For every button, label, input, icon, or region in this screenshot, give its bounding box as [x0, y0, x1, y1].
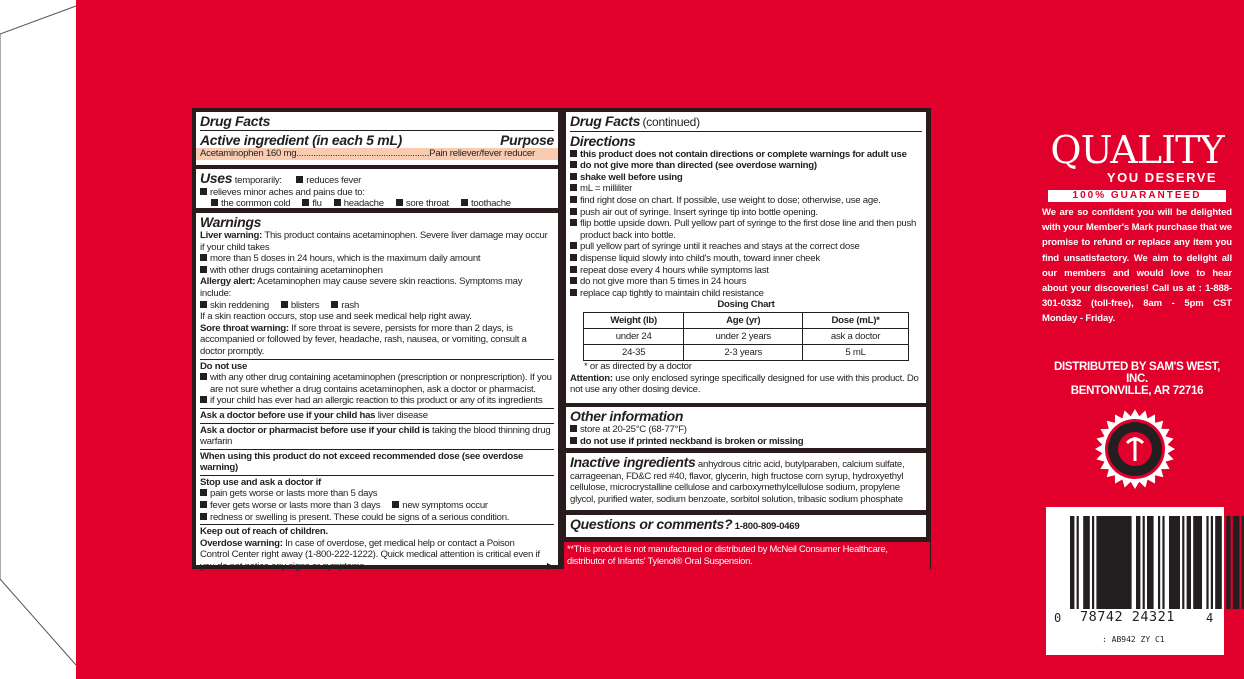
barcode-bar — [1083, 516, 1090, 609]
keep-out: Keep out of reach of children. — [200, 526, 328, 538]
box-flap — [0, 0, 78, 679]
active-ingredient-box — [196, 112, 558, 165]
quality-guarantee — [1042, 130, 1232, 397]
stop-item: pain gets worse or lasts more than 5 days — [210, 488, 378, 500]
use-sub: toothache — [470, 198, 511, 210]
chart-cell: under 24 — [584, 328, 684, 344]
questions-phone: 1-800-809-0469 — [734, 521, 800, 532]
barcode-number: 78742 24321 — [1080, 609, 1175, 625]
dosing-chart — [583, 312, 909, 361]
barcode-bar — [1215, 516, 1222, 609]
active-heading: Active ingredient (in each 5 mL) — [200, 132, 402, 148]
barcode-bar — [1092, 516, 1094, 609]
continued-title: Drug Facts — [570, 113, 641, 129]
direction-text: find right dose on chart. If possible, use weight to dose; otherwise, use age. — [580, 194, 881, 206]
other-item: do not use if printed neckband is broken or missing — [580, 435, 804, 447]
barcode-bar — [1211, 516, 1213, 609]
barcode-bar — [1158, 516, 1160, 609]
guaranteed-banner: 100% GUARANTEED — [1048, 190, 1226, 202]
allergy-item: skin reddening — [210, 299, 269, 311]
ask-text: liver disease — [377, 409, 428, 421]
barcode-code: : AB942 ZY C1 — [1102, 635, 1165, 644]
direction-item — [570, 207, 922, 219]
barcode-bar — [1169, 516, 1180, 609]
you-deserve: YOU DESERVE — [1106, 170, 1218, 185]
direction-item — [570, 253, 922, 265]
barcode-bar — [1136, 516, 1140, 609]
liver-text: This product contains acetaminophen. Severe liver damage may occur if your child takes — [200, 230, 548, 253]
chart-cell: 5 mL — [803, 344, 909, 360]
chart-header: Dose (mL)* — [803, 312, 909, 328]
distributor: DISTRIBUTED BY SAM'S WEST, INC. — [1054, 360, 1220, 385]
quality-logo: QUALITY — [1050, 128, 1224, 172]
use-sub: headache — [343, 198, 384, 210]
direction-item — [570, 172, 922, 184]
attention-text: use only enclosed syringe specifically designed for use with this product. Do not use any other dosing device. — [570, 372, 919, 396]
barcode-area — [1046, 507, 1224, 655]
stop-item: fever gets worse or lasts more than 3 days — [210, 500, 381, 512]
purpose-heading: Purpose — [500, 132, 554, 148]
sore-text: If sore throat is severe, persists for more than 2 days, is accompanied or followed by fever, headache, rash, nausea, or vomiting, consult a doctor promptly. — [200, 322, 527, 357]
allergy-text: Acetaminophen may cause severe skin reactions. Symptoms may include: — [200, 276, 523, 299]
barcode-bar — [1242, 516, 1244, 609]
direction-item — [570, 160, 922, 172]
laboratory-tested-seal — [1094, 408, 1176, 490]
questions-box — [566, 515, 926, 537]
distributor-city: BENTONVILLE, AR 72716 — [1070, 384, 1204, 397]
askph-label: Ask a doctor or pharmacist before use if your child is — [200, 424, 430, 436]
barcode-bar — [1206, 516, 1208, 609]
allergy-item: blisters — [290, 299, 320, 311]
direction-text: pull yellow part of syringe until it reaches and stays at the correct dose — [580, 241, 860, 253]
direction-text: do not give more than directed (see overdose warning) — [580, 160, 817, 172]
barcode-bar — [1187, 516, 1191, 609]
overdose-label: Overdose warning: — [200, 537, 283, 549]
direction-item — [570, 288, 922, 300]
barcode-bar — [1162, 516, 1164, 609]
chart-cell: 24-35 — [584, 344, 684, 360]
chart-row — [584, 344, 909, 360]
use-item: relieves minor aches and pains due to: — [210, 186, 365, 198]
direction-text: replace cap tightly to maintain child resistance — [580, 287, 764, 299]
barcode-bar — [1182, 516, 1184, 609]
other-info-box — [566, 407, 926, 448]
overdose-text: In case of overdose, get medical help or contact a Poison Control Center right away (1-800-222-1222). Quick medical attention is critical even if you do not notice any signs or symptoms. — [200, 537, 540, 573]
guarantee-text: We are so confident you will be delighted with your Member's Mark purchase that we promise to refund or replace any item you find unsatisfactory. We aim to delight all our members and would love to hear about your discoveries! Call us at : — [1042, 207, 1232, 295]
attention-label: Attention: — [570, 372, 613, 384]
sore-label: Sore throat warning: — [200, 322, 289, 334]
when-using: When using this product do not exceed recommended dose (see overdose warning) — [200, 450, 524, 474]
donot-item: with any other drug containing acetaminophen (prescription or nonprescription). If you are not sure whether a drug contains acetaminophen, ask a doctor or pharmacist. — [210, 372, 552, 395]
barcode-bar — [1233, 516, 1240, 609]
barcode-bar — [1077, 516, 1079, 609]
questions-heading: Questions or comments? — [570, 516, 733, 532]
uses-box — [196, 169, 558, 208]
use-sub: sore throat — [405, 198, 449, 210]
askph-text: taking the blood thinning drug warfarin — [200, 424, 551, 448]
chart-cell: ask a doctor — [803, 328, 909, 344]
stop-item: redness or swelling is present. These could be signs of a serious condition. — [210, 511, 510, 523]
direction-item — [570, 195, 922, 207]
direction-text: repeat dose every 4 hours while symptoms last — [580, 264, 769, 276]
barcode-bar — [1226, 516, 1230, 609]
guarantee-phone: 1-888-301-0332 — [1042, 283, 1232, 310]
stop-item: new symptoms occur — [402, 500, 488, 512]
disclaimer: **This product is not manufactured or distributed by McNeil Consumer Healthcare, distributor of Infants' Tylenol® Oral Suspension. — [564, 542, 930, 569]
liver-item: with other drugs containing acetaminophen — [210, 264, 383, 276]
continued-suffix: (continued) — [642, 115, 700, 129]
stop-heading: Stop use and ask a doctor if — [200, 476, 321, 488]
direction-item — [570, 149, 922, 161]
barcode-digit: 0 — [1054, 611, 1062, 625]
other-item: store at 20-25°C (68-77°F) — [580, 424, 687, 435]
direction-text: flip bottle upside down. Pull yellow part of syringe to the first dose line and then push product back into bottle. — [580, 218, 917, 241]
direction-text: this product does not contain directions or complete warnings for adult use — [580, 148, 907, 160]
direction-text: push air out of syringe. Insert syringe tip into bottle opening. — [580, 206, 818, 218]
chart-header: Weight (lb) — [584, 312, 684, 328]
inactive-heading: Inactive ingredients — [570, 454, 696, 470]
use-sub: the common cold — [221, 198, 291, 210]
continue-arrow-icon: ▶ — [546, 561, 554, 573]
donot-heading: Do not use — [200, 360, 248, 372]
warnings-heading: Warnings — [200, 214, 262, 230]
liver-item: more than 5 doses in 24 hours, which is the maximum daily amount — [210, 253, 481, 265]
ask-label: Ask a doctor before use if your child has — [200, 409, 376, 421]
direction-item — [570, 218, 922, 241]
allergy-label: Allergy alert: — [200, 276, 256, 288]
guarantee-hours: (toll-free), 8am - 5pm CST Monday - Friday. — [1042, 298, 1232, 325]
chart-note: * or as directed by a doctor — [584, 360, 692, 372]
barcode-bar — [1193, 516, 1202, 609]
barcode — [1070, 516, 1202, 609]
barcode-bar — [1070, 516, 1074, 609]
warnings-box — [196, 213, 558, 573]
direction-item — [570, 241, 922, 253]
direction-item — [570, 265, 922, 277]
use-sub: flu — [312, 198, 322, 210]
direction-text: dispense liquid slowly into child's mouth, toward inner cheek — [580, 252, 820, 264]
inactive-box — [566, 453, 926, 510]
chart-row — [584, 328, 909, 344]
overdose-warning — [200, 538, 554, 573]
barcode-bar — [1096, 516, 1131, 609]
allergy-after: If a skin reaction occurs, stop use and seek medical help right away. — [200, 311, 472, 323]
direction-text: shake well before using — [580, 171, 683, 183]
directions-heading: Directions — [570, 132, 636, 149]
uses-intro: temporarily: — [234, 175, 282, 186]
other-heading: Other information — [570, 408, 684, 424]
inactive-text: anhydrous citric acid, butylparaben, calcium sulfate, carrageenan, FD&C red #40, flavor, glycerin, high fructose corn syrup, hydroxyethyl cellulose, microcrystalline cellulose and carboxymethylcellulose sodium, propylene glycol, purified water, sodium benzoate, sorbitol solution, tribasic sodium phosphate — [570, 459, 905, 505]
direction-text: do not give more than 5 times in 24 hours — [580, 276, 747, 288]
chart-cell: under 2 years — [684, 328, 803, 344]
use-item: reduces fever — [306, 175, 362, 186]
barcode-digit: 4 — [1206, 611, 1214, 625]
allergy-item: rash — [341, 299, 359, 311]
chart-header: Age (yr) — [684, 312, 803, 328]
barcode-bar — [1147, 516, 1154, 609]
direction-item — [570, 276, 922, 288]
active-row: Acetaminophen 160 mg.......................................................Pain reliever/fever reducer — [196, 148, 558, 160]
barcode-bar — [1143, 516, 1145, 609]
chart-cell: 2-3 years — [684, 344, 803, 360]
liver-label: Liver warning: — [200, 230, 263, 241]
direction-text: mL = milliliter — [580, 183, 633, 195]
drug-facts-title: Drug Facts — [200, 113, 271, 129]
directions-box — [566, 112, 926, 403]
donot-item: if your child has ever had an allergic reaction to this product or any of its ingredients — [210, 395, 543, 407]
dosing-chart-title: Dosing Chart — [717, 299, 775, 311]
direction-item — [570, 183, 922, 195]
uses-heading: Uses — [200, 170, 233, 186]
